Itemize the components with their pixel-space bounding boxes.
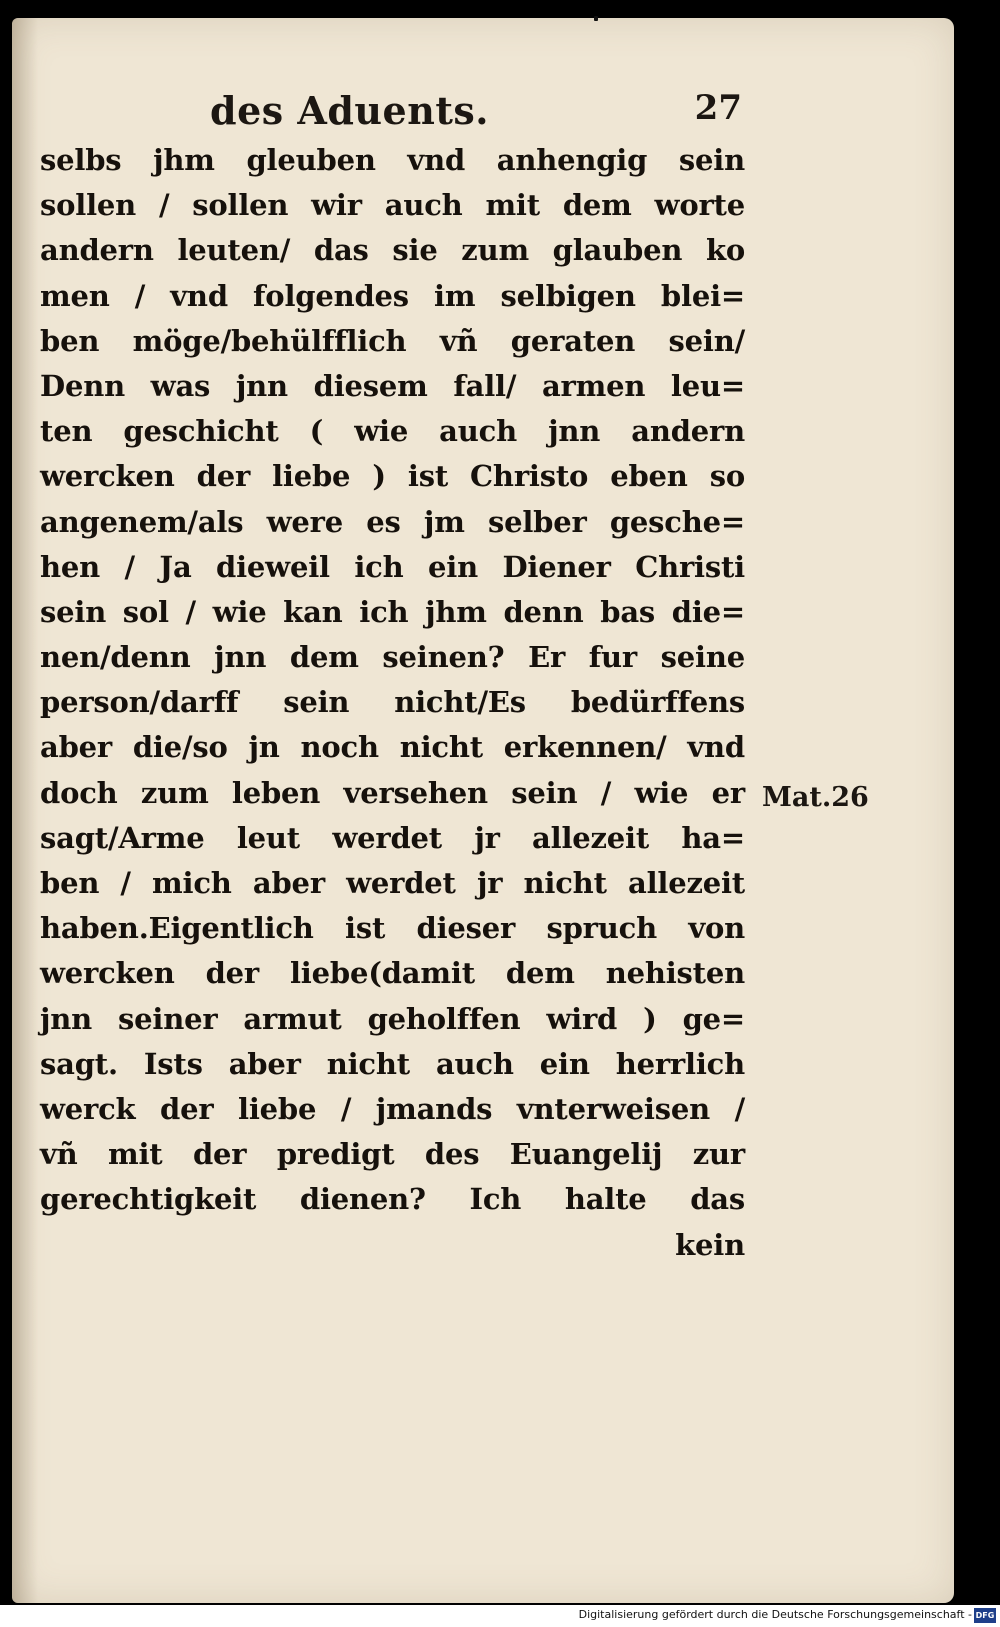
page-header (210, 88, 742, 144)
text-line: ben / mich aber werdet jr nicht allezeit (40, 866, 745, 900)
text-line: werck der liebe / jmands vnterweisen / (40, 1091, 745, 1126)
text-line: selbs jhm gleuben vnd anhengig sein (40, 143, 745, 177)
running-title: des Aduents. (210, 88, 490, 133)
text-line: haben.Eigentlich ist dieser spruch von (40, 911, 745, 946)
text-line: sollen / sollen wir auch mit dem worte (40, 188, 745, 223)
text-line: ben möge/behülfflich vñ geraten sein/ (40, 323, 745, 358)
text-line: ten geschicht ( wie auch jnn andern (40, 414, 745, 449)
marginal-note: Mat.26 (762, 782, 869, 813)
dfg-logo: DFG (974, 1608, 996, 1623)
text-line: jnn seiner armut geholffen wird ) ge= (40, 1001, 745, 1036)
gutter-shadow (12, 18, 38, 1603)
footer-bar (0, 1605, 1000, 1627)
text-line: wercken der liebe ) ist Christo eben so (40, 459, 745, 494)
text-line: nen/denn jnn dem seinen? Er fur seine (40, 640, 745, 675)
funding-credit: Digitalisierung gefördert durch die Deutsche Forschungsgemeinschaft - (578, 1608, 972, 1621)
text-line: Denn was jnn diesem fall/ armen leu= (40, 368, 745, 403)
page-mark (594, 16, 598, 21)
text-line: sagt/Arme leut werdet jr allezeit ha= (40, 820, 745, 855)
text-line: doch zum leben versehen sein / wie er (40, 775, 745, 810)
page-number: 27 (694, 88, 742, 128)
text-line: aber die/so jn noch nicht erkennen/ vnd (40, 730, 745, 765)
text-line: person/darff sein nicht/Es bedürffens (40, 685, 745, 720)
text-line: sagt. Ists aber nicht auch ein herrlich (40, 1046, 745, 1081)
text-line: andern leuten/ das sie zum glauben ko (40, 233, 745, 268)
body-text (40, 138, 745, 1268)
text-line: kein (675, 1227, 745, 1262)
text-line: hen / Ja dieweil ich ein Diener Christi (40, 549, 745, 584)
text-line: gerechtigkeit dienen? Ich halte das (40, 1182, 745, 1217)
text-line: men / vnd folgendes im selbigen blei= (40, 278, 745, 313)
text-line: sein sol / wie kan ich jhm denn bas die= (40, 594, 745, 629)
text-line: wercken der liebe(damit dem nehisten (40, 956, 745, 991)
text-line: vñ mit der predigt des Euangelij zur (40, 1137, 745, 1172)
text-line: angenem/als were es jm selber gesche= (40, 504, 745, 539)
